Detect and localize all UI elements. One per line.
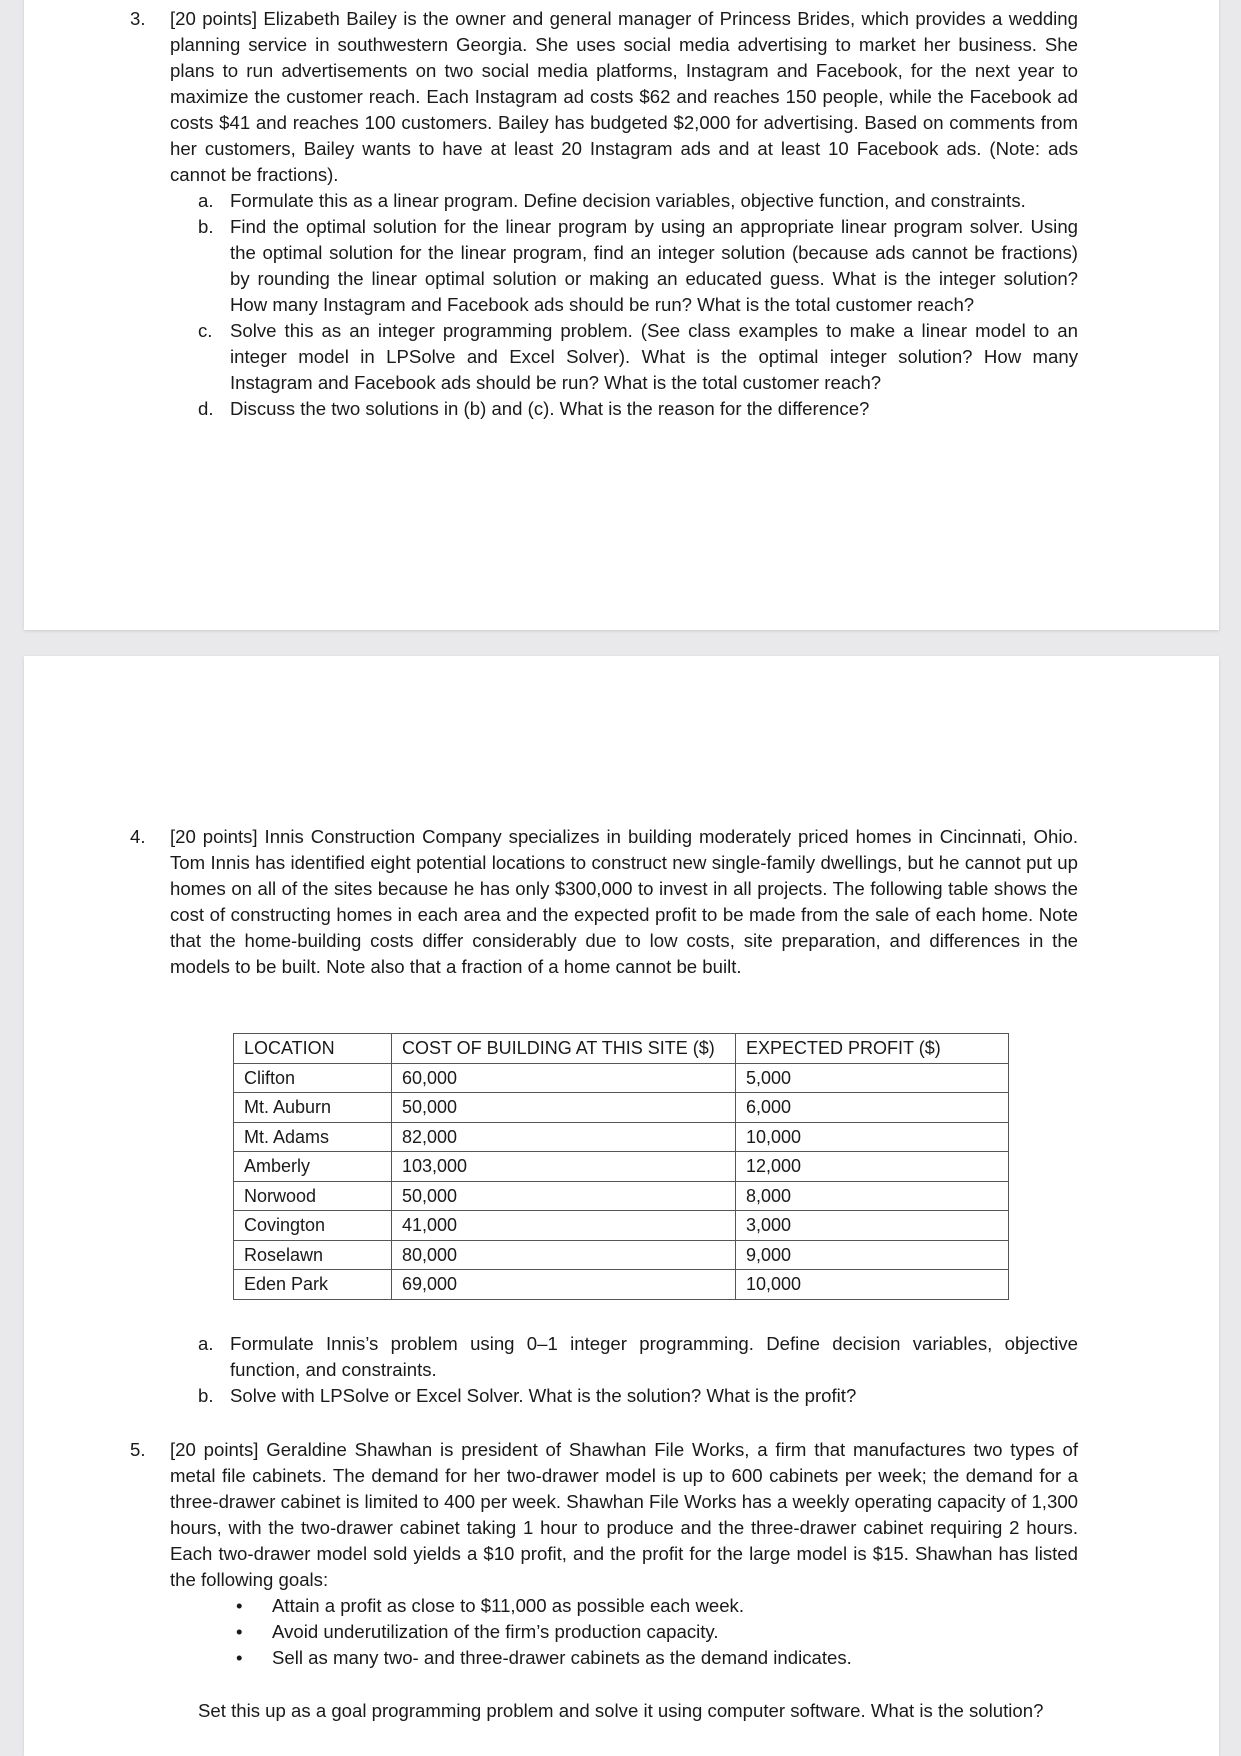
table-header-row [234, 1034, 1009, 1064]
cell-cost: 60,000 [392, 1063, 736, 1093]
problem-5 [130, 1437, 1078, 1671]
cell-location: Clifton [234, 1063, 392, 1093]
bullet-icon: • [236, 1621, 243, 1642]
problem-5-closing: Set this up as a goal programming problem and solve it using computer software. What is the solution? [198, 1700, 1044, 1721]
part-text: Formulate Innis’s problem using 0–1 integer programming. Define decision variables, objective function, and constraints. [230, 1333, 1078, 1380]
cell-location: Mt. Adams [234, 1122, 392, 1152]
problem-3-part-a [198, 188, 1078, 214]
list-item [236, 1593, 1078, 1619]
header-cost: COST OF BUILDING AT THIS SITE ($) [392, 1034, 736, 1064]
part-text: Solve with LPSolve or Excel Solver. What is the solution? What is the profit? [230, 1385, 857, 1406]
part-text: Find the optimal solution for the linear program by using an appropriate linear program solver. Using the optimal solution for the linear program, find an integer solution (because ads cannot be fractions) by rounding the linear optimal solution or making an educated guess. What is the integer solution? How many Instagram and Facebook ads should be run? What is the total customer reach? [230, 216, 1078, 315]
cell-location: Covington [234, 1211, 392, 1241]
part-text: Formulate this as a linear program. Define decision variables, objective function, and constraints. [230, 190, 1026, 211]
cell-profit: 6,000 [736, 1093, 1009, 1123]
table-row [234, 1152, 1009, 1182]
cell-location: Amberly [234, 1152, 392, 1182]
part-label: c. [198, 320, 213, 341]
cost-profit-table [233, 1033, 1009, 1300]
table-row [234, 1063, 1009, 1093]
cell-location: Norwood [234, 1181, 392, 1211]
part-label: d. [198, 398, 214, 419]
cell-cost: 69,000 [392, 1270, 736, 1300]
part-text: Discuss the two solutions in (b) and (c). What is the reason for the difference? [230, 398, 870, 419]
cell-profit: 5,000 [736, 1063, 1009, 1093]
cell-cost: 50,000 [392, 1181, 736, 1211]
table-row [234, 1181, 1009, 1211]
cell-cost: 80,000 [392, 1240, 736, 1270]
table-row [234, 1093, 1009, 1123]
cell-cost: 82,000 [392, 1122, 736, 1152]
part-label: a. [198, 190, 214, 211]
bullet-icon: • [236, 1647, 243, 1668]
table-row [234, 1240, 1009, 1270]
problem-4-body: [20 points] Innis Construction Company specializes in building moderately priced homes in Cincinnati, Ohio. Tom Innis has identified eight potential locations to construct new single-family dwellings, but he cannot put up homes on all of the sites because he has only $300,000 to invest in all projects. The following table shows the cost of constructing homes in each area and the expected profit to be made from the sale of each home. Note that the home-building costs differ considerably due to low costs, site preparation, and differences in the models to be built. Note also that a fraction of a home cannot be built. [170, 826, 1078, 977]
problem-3-body: [20 points] Elizabeth Bailey is the owner and general manager of Princess Brides, which provides a wedding planning service in southwestern Georgia. She uses social media advertising to market her business. She plans to run advertisements on two social media platforms, Instagram and Facebook, for the next year to maximize the customer reach. Each Instagram ad costs $62 and reaches 150 people, while the Facebook ad costs $41 and reaches 100 customers. Bailey has budgeted $2,000 for advertising. Based on comments from her customers, Bailey wants to have at least 20 Instagram ads and at least 10 Facebook ads. (Note: ads cannot be fractions). [170, 8, 1078, 185]
cell-cost: 50,000 [392, 1093, 736, 1123]
cell-profit: 9,000 [736, 1240, 1009, 1270]
cell-profit: 8,000 [736, 1181, 1009, 1211]
table-row [234, 1211, 1009, 1241]
part-label: b. [198, 1385, 214, 1406]
cell-cost: 41,000 [392, 1211, 736, 1241]
problem-4-parts [148, 1331, 1078, 1409]
table-row [234, 1122, 1009, 1152]
problem-4 [130, 824, 1078, 980]
part-text: Solve this as an integer programming problem. (See class examples to make a linear model to an integer model in LPSolve and Excel Solver). What is the optimal integer solution? How many Instagram and Facebook ads should be run? What is the total customer reach? [230, 320, 1078, 393]
cell-profit: 10,000 [736, 1270, 1009, 1300]
goal-list [236, 1593, 1078, 1671]
problem-5-body: [20 points] Geraldine Shawhan is president of Shawhan File Works, a firm that manufactures two types of metal file cabinets. The demand for her two-drawer model is up to 600 cabinets per week; the demand for a three-drawer cabinet is limited to 400 per week. Shawhan File Works has a weekly operating capacity of 1,300 hours, with the two-drawer cabinet taking 1 hour to produce and the three-drawer cabinet requiring 2 hours. Each two-drawer model sold yields a $10 profit, and the profit for the large model is $15. Shawhan has listed the following goals: [170, 1439, 1078, 1590]
cell-profit: 3,000 [736, 1211, 1009, 1241]
header-profit: EXPECTED PROFIT ($) [736, 1034, 1009, 1064]
problem-3-part-c [198, 318, 1078, 396]
list-item [236, 1645, 1078, 1671]
table-row [234, 1270, 1009, 1300]
problem-3-number: 3. [130, 8, 146, 29]
goal-text: Sell as many two- and three-drawer cabinets as the demand indicates. [272, 1647, 852, 1668]
problem-4-part-b [198, 1383, 1078, 1409]
part-label: b. [198, 216, 214, 237]
problem-4-part-a [198, 1331, 1078, 1383]
problem-4-number: 4. [130, 826, 146, 847]
cell-location: Mt. Auburn [234, 1093, 392, 1123]
goal-text: Attain a profit as close to $11,000 as possible each week. [272, 1595, 745, 1616]
cell-location: Eden Park [234, 1270, 392, 1300]
cell-profit: 10,000 [736, 1122, 1009, 1152]
problem-3-part-d [198, 396, 1078, 422]
problem-3 [130, 6, 1078, 422]
list-item [236, 1619, 1078, 1645]
problem-3-part-b [198, 214, 1078, 318]
part-label: a. [198, 1333, 214, 1354]
bullet-icon: • [236, 1595, 243, 1616]
problem-5-number: 5. [130, 1439, 146, 1460]
cell-location: Roselawn [234, 1240, 392, 1270]
cell-profit: 12,000 [736, 1152, 1009, 1182]
goal-text: Avoid underutilization of the firm’s production capacity. [272, 1621, 719, 1642]
header-location: LOCATION [234, 1034, 392, 1064]
cell-cost: 103,000 [392, 1152, 736, 1182]
